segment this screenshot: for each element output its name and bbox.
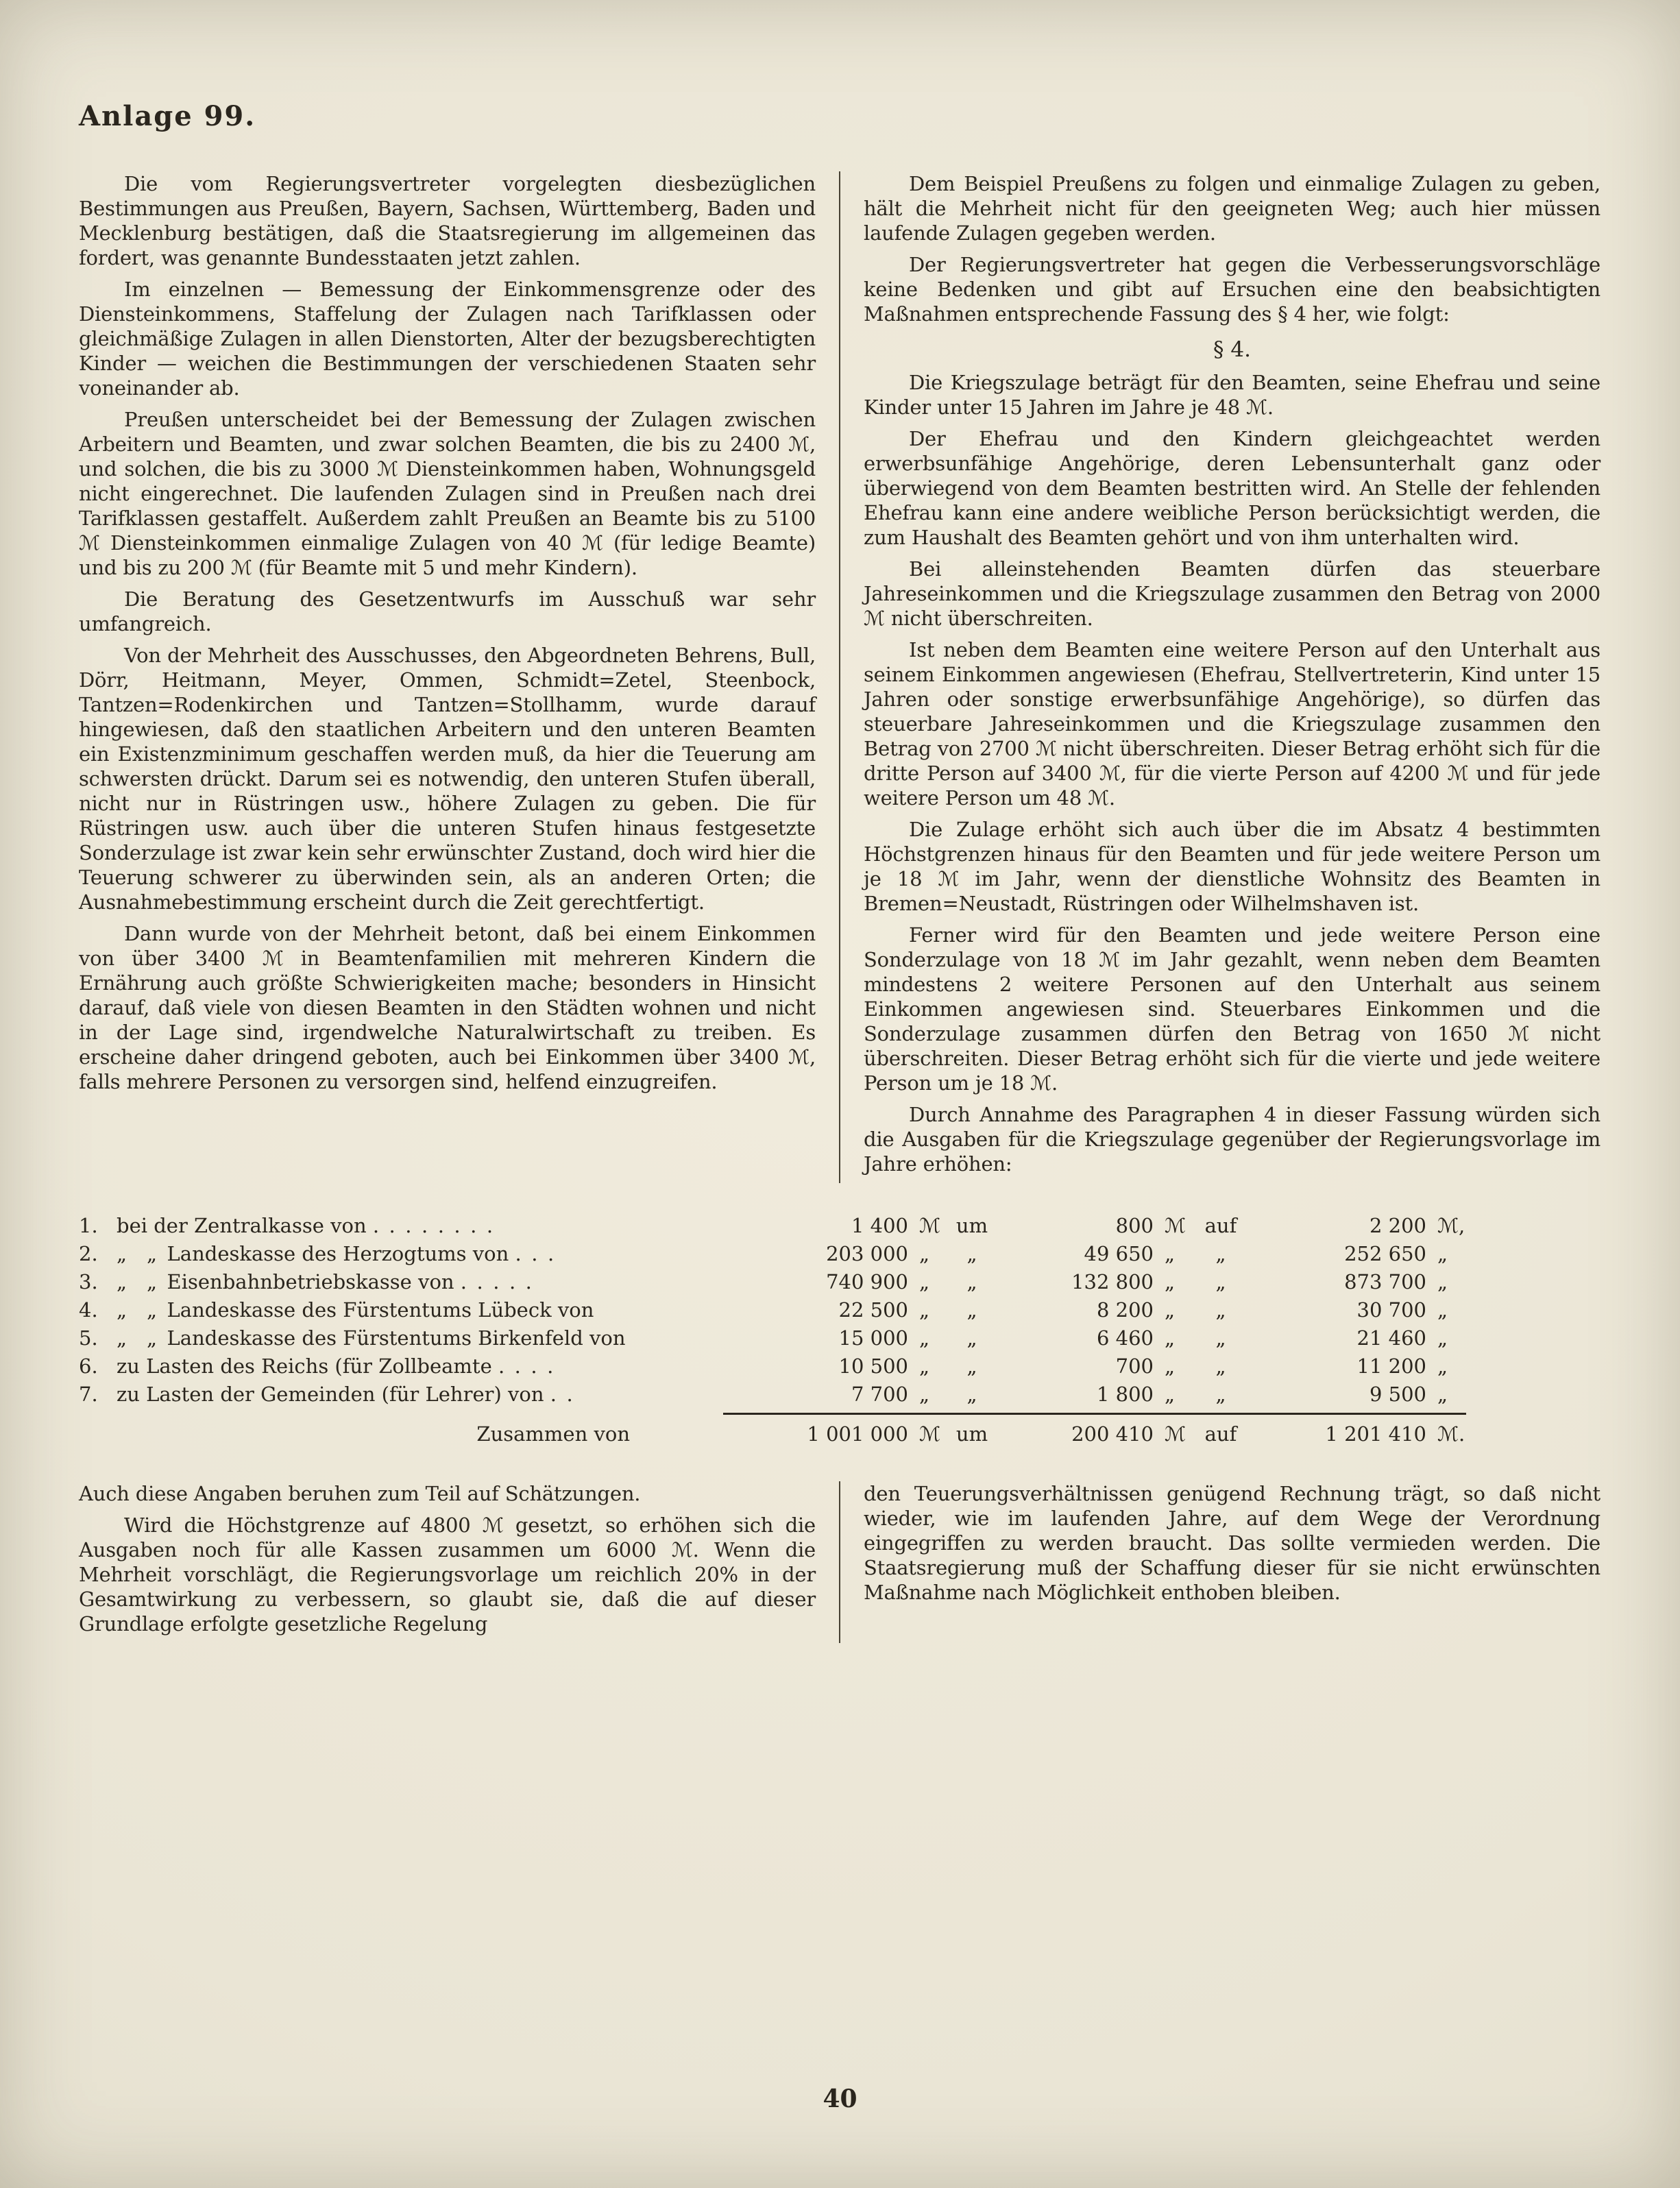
row-um-word: „ (966, 1242, 977, 1265)
left-paragraph-1: Die vom Regierungsvertreter vorgelegten diesbezüglichen Bestimmungen aus Preußen, Bayern, Sachsen, Württemberg, Baden und Mecklenburg bestätigen, daß die Staatsregierung im allgemeinen das fordert, was genannte Bundesstaaten jetzt zahlen. (79, 172, 816, 269)
row-base-unit: „ (919, 1242, 930, 1265)
table-row-7 (79, 1381, 1600, 1409)
left-paragraph-3: Preußen unterscheidet bei der Bemessung der Zulagen zwischen Arbeitern und Beamten, und zwar solchen Beamten, die bis zu 2400 ℳ, und solchen, die bis zu 3000 ℳ Diensteinkommen haben, Wohnungsgeld nicht eingerechnet. Die laufenden Zulagen sind in Preußen nach drei Tarifklassen gestaffelt. Außerdem zahlt Preußen an Beamte bis zu 5100 ℳ Diensteinkommen einmalige Zulagen von 40 ℳ (für ledige Beamte) und bis zu 200 ℳ (für Beamte mit 5 und mehr Kindern). (79, 408, 816, 579)
right-paragraph-1: Dem Beispiel Preußens zu folgen und einmalige Zulagen zu geben, hält die Mehrheit nicht für den geeigneten Weg; auch hier müssen laufende Zulagen gegeben werden. (864, 172, 1600, 245)
row-auf-word: „ (1215, 1326, 1226, 1350)
table-row-3 (79, 1268, 1600, 1296)
row-increase-amount: 8 200 (1096, 1298, 1154, 1322)
row-label: „ „ Landeskasse des Fürstentums Lübeck von (117, 1298, 594, 1322)
row-number: 1. (79, 1214, 98, 1237)
summary-total-unit: ℳ. (1437, 1422, 1465, 1446)
row-total-unit: ℳ, (1437, 1214, 1465, 1237)
row-number: 2. (79, 1242, 98, 1265)
row-um-word: „ (966, 1270, 977, 1293)
row-increase-unit: „ (1165, 1242, 1176, 1265)
summary-label: Zusammen von (476, 1422, 630, 1446)
table-row-5 (79, 1324, 1600, 1352)
row-base-unit: „ (919, 1270, 930, 1293)
bottom-left-paragraph-2: Wird die Höchstgrenze auf 4800 ℳ gesetzt, so erhöhen sich die Ausgaben noch für alle Kassen zusammen um 6000 ℳ. Wenn die Mehrheit vorschlägt, die Regierungsvorlage um reichlich 20% in der Gesamtwirkung zu verbessern, so glaubt sie, daß die auf dieser Grundlage erfolgte gesetzliche Regelung (79, 1514, 816, 1636)
row-label: „ „ Landeskasse des Fürstentums Birkenfeld von (117, 1326, 626, 1350)
row-base-amount: 10 500 (838, 1354, 908, 1378)
row-increase-amount: 700 (1115, 1354, 1154, 1378)
row-total-amount: 11 200 (1356, 1354, 1426, 1378)
table-row-4 (79, 1296, 1600, 1324)
section-heading-paragraph-4: § 4. (1213, 337, 1251, 362)
row-auf-word: „ (1215, 1270, 1226, 1293)
row-increase-amount: 800 (1115, 1214, 1154, 1237)
section4-paragraph-3: Bei alleinstehenden Beamten dürfen das steuerbare Jahreseinkommen und die Kriegszulage zusammen den Betrag von 2000 ℳ nicht überschreiten. (864, 557, 1600, 630)
table-sum-rule (723, 1413, 1466, 1415)
row-number: 6. (79, 1354, 98, 1378)
row-um-word: „ (966, 1383, 977, 1406)
appropriations-table (79, 1212, 1600, 1448)
row-total-amount: 9 500 (1369, 1383, 1426, 1406)
row-increase-amount: 1 800 (1096, 1383, 1154, 1406)
row-increase-amount: 132 800 (1071, 1270, 1154, 1293)
row-total-amount: 252 650 (1344, 1242, 1426, 1265)
summary-um-word: um (955, 1422, 988, 1446)
row-increase-amount: 49 650 (1084, 1242, 1154, 1265)
table-row-2 (79, 1240, 1600, 1268)
row-number: 4. (79, 1298, 98, 1322)
table-summary-row (79, 1420, 1600, 1448)
row-label: zu Lasten des Reichs (für Zollbeamte . . . . (117, 1354, 554, 1378)
section4-paragraph-2: Der Ehefrau und den Kindern gleichgeachtet werden erwerbsunfähige Angehörige, deren Lebensunterhalt ganz oder überwiegend von dem Beamten bestritten wird. An Stelle der fehlenden Ehefrau kann eine andere weibliche Person berücksichtigt werden, die zum Haushalt des Beamten gehört und von ihm unterhalten wird. (864, 427, 1600, 549)
row-increase-unit: „ (1165, 1354, 1176, 1378)
row-total-amount: 30 700 (1356, 1298, 1426, 1322)
section4-paragraph-6: Ferner wird für den Beamten und jede weitere Person eine Sonderzulage von 18 ℳ im Jahr gezahlt, wenn neben dem Beamten mindestens 2 weitere Personen auf den Unterhalt aus seinem Einkommen angewiesen sind. Steuerbares Einkommen und die Sonderzulage zusammen dürfen den Betrag von 1650 ℳ nicht überschreiten. Dieser Betrag erhöht sich für die vierte und jede weitere Person um je 18 ℳ. (864, 923, 1600, 1095)
row-um-word: „ (966, 1298, 977, 1322)
row-auf-word: auf (1204, 1214, 1237, 1237)
row-increase-unit: ℳ (1165, 1214, 1186, 1237)
row-auf-word: „ (1215, 1354, 1226, 1378)
row-base-amount: 22 500 (838, 1298, 908, 1322)
row-um-word: „ (966, 1326, 977, 1350)
bottom-right-paragraph-1: den Teuerungsverhältnissen genügend Rechnung trägt, so daß nicht wieder, wie im laufenden Jahre, auf dem Wege der Verordnung eingegriffen zu werden braucht. Das sollte vermieden werden. Die Staatsregierung muß der Schaffung dieser für sie nicht erwünschten Maßnahme nach Möglichkeit enthoben bleiben. (864, 1482, 1600, 1604)
row-base-unit: „ (919, 1326, 930, 1350)
row-number: 3. (79, 1270, 98, 1293)
bottom-column-divider-rule (839, 1481, 840, 1643)
row-auf-word: „ (1215, 1383, 1226, 1406)
row-total-unit: „ (1437, 1242, 1448, 1265)
row-base-amount: 203 000 (826, 1242, 908, 1265)
row-increase-unit: „ (1165, 1270, 1176, 1293)
row-label: zu Lasten der Gemeinden (für Lehrer) von . . (117, 1383, 573, 1406)
row-label: bei der Zentralkasse von . . . . . . . . (117, 1214, 494, 1237)
right-column (864, 171, 1600, 1183)
row-label: „ „ Eisenbahnbetriebskasse von . . . . . (117, 1270, 532, 1293)
summary-base-unit: ℳ (919, 1422, 941, 1446)
row-number: 7. (79, 1383, 98, 1406)
bottom-left-paragraph-1: Auch diese Angaben beruhen zum Teil auf Schätzungen. (79, 1482, 641, 1505)
row-label: „ „ Landeskasse des Herzogtums von . . . (117, 1242, 555, 1265)
summary-total-amount: 1 201 410 (1325, 1422, 1426, 1446)
column-divider-rule (839, 171, 840, 1183)
bottom-column-divider (816, 1481, 864, 1643)
left-paragraph-6: Dann wurde von der Mehrheit betont, daß bei einem Einkommen von über 3400 ℳ in Beamtenfamilien mit mehreren Kindern die Ernährung auch größte Schwierigkeiten mache; besonders in Hinsicht darauf, daß viele von diesen Beamten in den Städten wohnen und nicht in der Lage sind, irgendwelche Naturalwirtschaft zu treiben. Es erscheine daher dringend geboten, auch bei Einkommen über 3400 ℳ, falls mehrere Personen zu versorgen sind, helfend einzugreifen. (79, 922, 816, 1093)
left-paragraph-5: Von der Mehrheit des Ausschusses, den Abgeordneten Behrens, Bull, Dörr, Heitmann, Meyer, Ommen, Schmidt=Zetel, Steenbock, Tantzen=Rodenkirchen und Tantzen=Stollhamm, wurde darauf hingewiesen, daß den staatlichen Arbeitern und den unteren Beamten ein Existenzminimum geschaffen werden muß, da hier die Teuerung am schwersten drückt. Darum sei es notwendig, den unteren Stufen überall, nicht nur in Rüstringen usw., höhere Zulagen zu geben. Die für Rüstringen usw. auch über die unteren Stufen hinaus festgesetzte Sonderzulage ist zwar kein sehr erwünschter Zustand, doch wird hier die Teuerung schwerer zu überwinden sein, als an anderen Orten; die Ausnahmebestimmung erscheint durch die Zeit gerechtfertigt. (79, 644, 816, 914)
row-base-unit: ℳ (919, 1214, 941, 1237)
row-auf-word: „ (1215, 1298, 1226, 1322)
page-number: 40 (823, 2084, 857, 2113)
row-um-word: „ (966, 1354, 977, 1378)
left-column (79, 171, 816, 1183)
row-um-word: um (955, 1214, 988, 1237)
left-paragraph-2: Im einzelnen — Bemessung der Einkommensgrenze oder des Diensteinkommens, Staffelung der Zulagen nach Tarifklassen oder gleichmäßige Zulagen in allen Dienstorten, Alter der bezugsberechtigten Kinder — weichen die Bestimmungen der verschiedenen Staaten sehr voneinander ab. (79, 278, 816, 400)
right-paragraph-2: Der Regierungsvertreter hat gegen die Verbesserungsvorschläge keine Bedenken und gibt auf Ersuchen eine den beabsichtigten Maßnahmen entsprechende Fassung des § 4 her, wie folgt: (864, 253, 1600, 326)
table-row-6 (79, 1352, 1600, 1381)
main-columns (79, 171, 1600, 1183)
summary-increase-amount: 200 410 (1071, 1422, 1154, 1446)
row-increase-amount: 6 460 (1096, 1326, 1154, 1350)
right-paragraph-closing: Durch Annahme des Paragraphen 4 in dieser Fassung würden sich die Ausgaben für die Kriegszulage gegenüber der Regierungsvorlage im Jahre erhöhen: (864, 1103, 1600, 1176)
page-content (79, 0, 1600, 1643)
row-base-amount: 1 400 (851, 1214, 908, 1237)
row-increase-unit: „ (1165, 1326, 1176, 1350)
row-increase-unit: „ (1165, 1383, 1176, 1406)
section4-paragraph-4: Ist neben dem Beamten eine weitere Person auf den Unterhalt aus seinem Einkommen angewiesen (Ehefrau, Stellvertreterin, Kind unter 15 Jahren oder sonstige erwerbsunfähige Angehörige), so dürfen das steuerbare Jahreseinkommen und die Kriegszulage zusammen den Betrag von 2700 ℳ nicht überschreiten. Dieser Betrag erhöht sich für die dritte Person auf 3400 ℳ, für die vierte Person auf 4200 ℳ und für jede weitere Person um 48 ℳ. (864, 638, 1600, 810)
summary-auf-word: auf (1204, 1422, 1237, 1446)
row-total-amount: 21 460 (1356, 1326, 1426, 1350)
left-paragraph-4: Die Beratung des Gesetzentwurfs im Ausschuß war sehr umfangreich. (79, 587, 816, 635)
row-total-unit: „ (1437, 1326, 1448, 1350)
bottom-left-column (79, 1481, 816, 1643)
summary-base-amount: 1 001 000 (807, 1422, 908, 1446)
row-total-unit: „ (1437, 1298, 1448, 1322)
row-total-unit: „ (1437, 1383, 1448, 1406)
section4-paragraph-5: Die Zulage erhöht sich auch über die im Absatz 4 bestimmten Höchstgrenzen hinaus für den Beamten und für jede weitere Person um je 18 ℳ im Jahr, wenn der dienstliche Wohnsitz des Beamten in Bremen=Neustadt, Rüstringen oder Wilhelmshaven ist. (864, 818, 1600, 915)
row-base-amount: 740 900 (826, 1270, 908, 1293)
row-total-amount: 2 200 (1369, 1214, 1426, 1237)
row-increase-unit: „ (1165, 1298, 1176, 1322)
row-base-unit: „ (919, 1298, 930, 1322)
row-number: 5. (79, 1326, 98, 1350)
row-base-unit: „ (919, 1383, 930, 1406)
row-base-amount: 7 700 (851, 1383, 908, 1406)
row-total-unit: „ (1437, 1270, 1448, 1293)
table-row-1 (79, 1212, 1600, 1240)
summary-increase-unit: ℳ (1165, 1422, 1186, 1446)
annex-label: Anlage 99. (79, 100, 256, 132)
bottom-columns (79, 1481, 1600, 1643)
section4-paragraph-1: Die Kriegszulage beträgt für den Beamten, seine Ehefrau und seine Kinder unter 15 Jahren im Jahre je 48 ℳ. (864, 371, 1600, 419)
bottom-right-column (864, 1481, 1600, 1643)
row-total-unit: „ (1437, 1354, 1448, 1378)
column-divider (816, 171, 864, 1183)
row-total-amount: 873 700 (1344, 1270, 1426, 1293)
row-auf-word: „ (1215, 1242, 1226, 1265)
row-base-amount: 15 000 (838, 1326, 908, 1350)
row-base-unit: „ (919, 1354, 930, 1378)
